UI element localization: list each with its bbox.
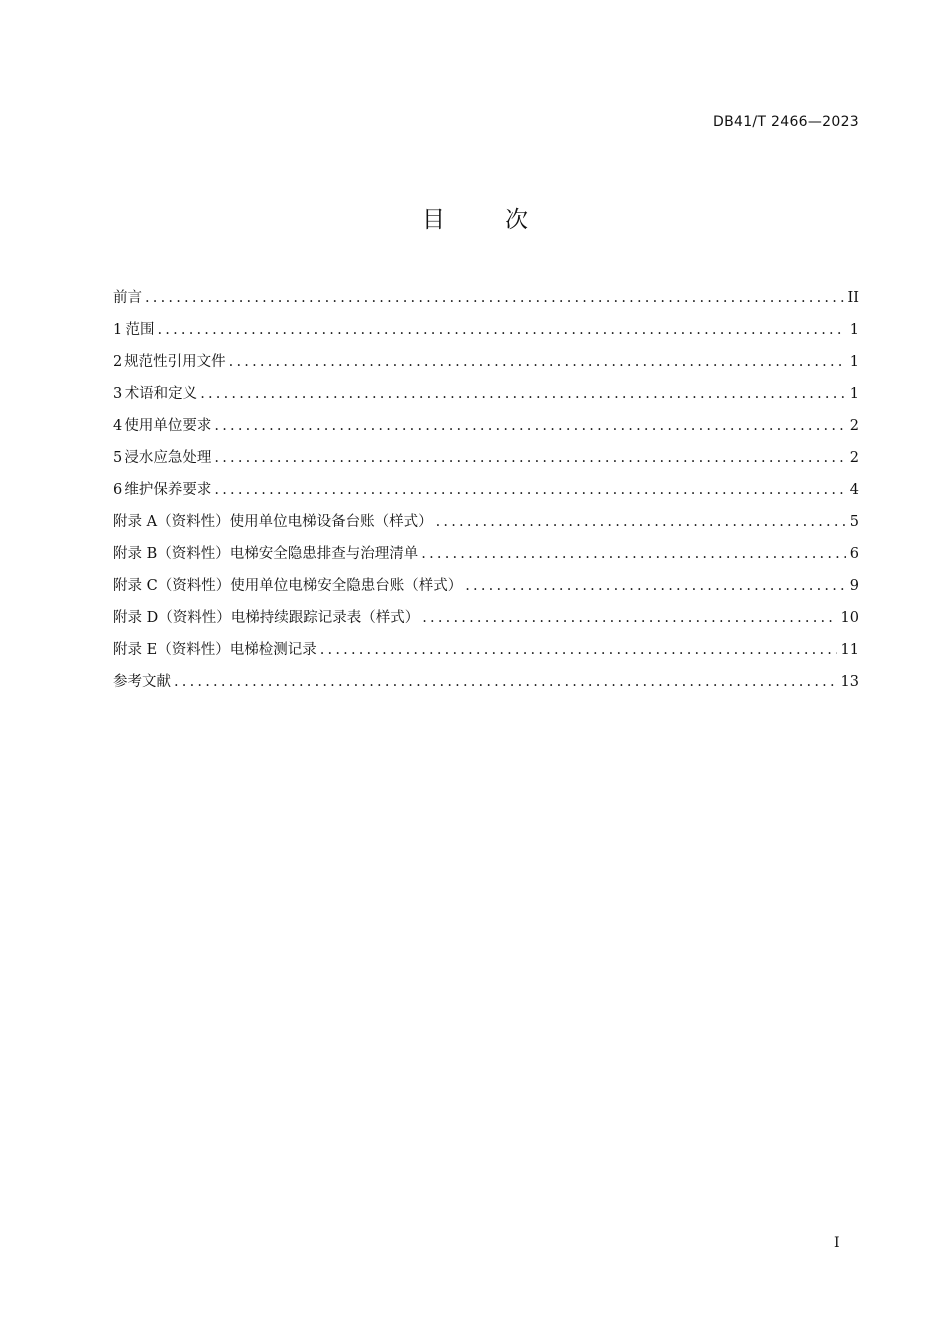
toc-entry-page: 4: [849, 482, 859, 498]
toc-title: [0, 201, 950, 234]
toc-entry-label: 电梯持续跟踪记录表（样式）: [230, 610, 420, 626]
toc-entry-page: 13: [840, 674, 859, 690]
toc-entry-appendix: 附录 B（资料性）: [113, 546, 230, 562]
toc-entry-leader: [157, 314, 845, 346]
toc-entry-page: 5: [849, 514, 859, 530]
toc-entry-number: 4: [113, 418, 123, 434]
toc-entry-leader: [214, 474, 845, 506]
toc-entry-leader: [421, 538, 846, 570]
toc-entry-leader: [422, 602, 836, 634]
toc-entry[interactable]: [113, 602, 859, 634]
toc-entry-leader: [214, 442, 845, 474]
toc-entry-label: 使用单位电梯设备台账（样式）: [229, 514, 433, 530]
toc-entry-appendix: 附录 E（资料性）: [113, 642, 230, 658]
toc-entry-page: 1: [849, 354, 859, 370]
toc-entry[interactable]: [113, 506, 859, 538]
toc-entry-label: 电梯安全隐患排查与治理清单: [229, 546, 419, 562]
toc-entry[interactable]: [113, 666, 859, 698]
toc-entry[interactable]: [113, 570, 859, 602]
page-number: I: [834, 1235, 840, 1251]
toc-entry-number: 6: [113, 482, 123, 498]
toc-entry-leader: [229, 346, 846, 378]
toc-entry[interactable]: [113, 378, 859, 410]
toc-entry-label: 前言: [113, 290, 142, 306]
document-code: DB41/T 2466—2023: [713, 114, 859, 130]
toc-title-char-1: 目: [422, 207, 445, 233]
toc-entry-leader: [174, 666, 837, 698]
toc-entry-label: 使用单位电梯安全隐患台账（样式）: [230, 578, 463, 594]
toc-entry-number: 3: [113, 386, 123, 402]
toc-entry-page: 9: [849, 578, 859, 594]
toc-entry-page: II: [847, 290, 859, 306]
toc-entry-page: 11: [840, 642, 859, 658]
toc-entry[interactable]: [113, 314, 859, 346]
toc-entry-label: 浸水应急处理: [124, 450, 212, 466]
toc-entry-label: 参考文献: [113, 674, 171, 690]
toc-entry-leader: [145, 282, 844, 314]
toc-title-char-2: 次: [505, 207, 528, 233]
toc-entry-page: 1: [849, 322, 859, 338]
toc-entry[interactable]: [113, 634, 859, 666]
toc-entry[interactable]: [113, 474, 859, 506]
toc-entry-leader: [320, 634, 837, 666]
toc-entry[interactable]: [113, 410, 859, 442]
toc-entry-leader: [436, 506, 846, 538]
toc-entry-number: 5: [113, 450, 123, 466]
toc-entry-label: 规范性引用文件: [124, 354, 226, 370]
toc-entry[interactable]: [113, 282, 859, 314]
toc-entry-appendix: 附录 C（资料性）: [113, 578, 231, 594]
toc-entry-number: 2: [113, 354, 123, 370]
toc-entry-label: 使用单位要求: [124, 418, 212, 434]
toc-list: [113, 282, 859, 698]
toc-entry[interactable]: [113, 442, 859, 474]
toc-entry-label: 范围: [125, 322, 155, 338]
toc-entry-label: 术语和定义: [124, 386, 198, 402]
toc-entry-appendix: 附录 A（资料性）: [113, 514, 230, 530]
toc-entry-label: 维护保养要求: [124, 482, 212, 498]
toc-entry[interactable]: [113, 346, 859, 378]
toc-entry-page: 2: [849, 450, 859, 466]
toc-entry-leader: [214, 410, 845, 442]
toc-entry[interactable]: [113, 538, 859, 570]
toc-entry-leader: [200, 378, 846, 410]
toc-entry-page: 1: [849, 386, 859, 402]
toc-entry-page: 6: [849, 546, 859, 562]
toc-entry-leader: [465, 570, 846, 602]
toc-entry-page: 2: [849, 418, 859, 434]
toc-entry-label: 电梯检测记录: [229, 642, 317, 658]
toc-entry-appendix: 附录 D（资料性）: [113, 610, 231, 626]
toc-entry-number: 1: [113, 322, 123, 338]
toc-entry-page: 10: [840, 610, 859, 626]
